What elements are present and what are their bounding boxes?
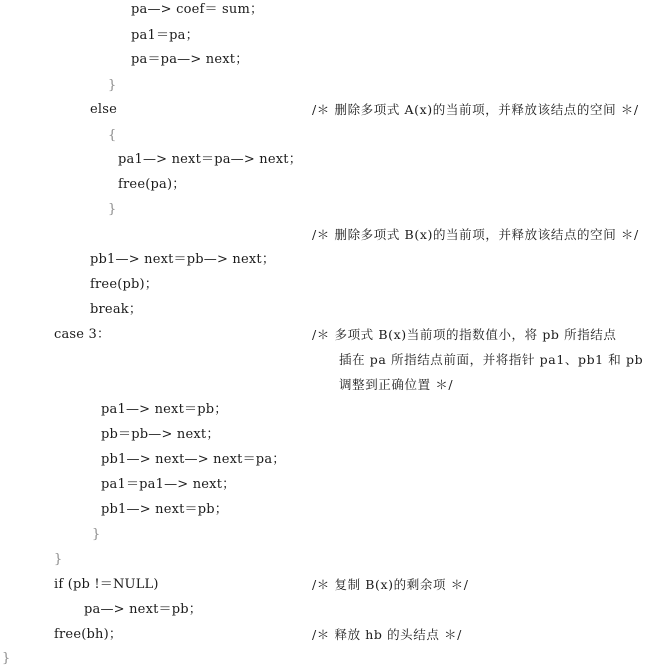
opening-brace: { [108,128,117,143]
closing-brace: } [92,527,101,542]
closing-brace: } [108,78,117,93]
code-line-else: else [90,102,118,117]
code-line-pb1-next-pb: pb1—> next＝pb； [101,502,229,517]
code-line-break: break； [90,302,143,317]
code-line-case3: case 3： [54,327,111,342]
code-line-pa1-advance: pa1＝pa1—> next； [101,477,236,492]
code-line-pa-next-pb: pa—> next＝pb； [84,602,202,617]
code-line-pa1-assign: pa1＝pa； [131,28,199,43]
code-line-pa-coef: pa—> coef＝ sum； [131,2,264,17]
closing-brace: } [2,651,11,666]
code-line-if: if (pb !＝NULL) [54,577,159,592]
code-line-pb-advance: pb＝pb—> next； [101,427,220,442]
code-line-free-pb: free(pb)； [90,277,158,292]
code-line-pa1-next-pb: pa1—> next＝pb； [101,402,228,417]
closing-brace: } [108,202,117,217]
code-line-pb1-next-next: pb1—> next—> next＝pa； [101,452,286,467]
closing-brace: } [54,552,63,567]
code-line-free-bh: free(bh)； [54,627,123,642]
comment-delete-a: /＊ 删除多项式 A(x)的当前项，并释放该结点的空间 ＊/ [312,102,639,117]
comment-case3-line3: 调整到正确位置 ＊/ [339,377,454,392]
comment-delete-b: /＊ 删除多项式 B(x)的当前项，并释放该结点的空间 ＊/ [312,227,639,242]
comment-copy-b: /＊ 复制 B(x)的剩余项 ＊/ [312,577,469,592]
code-line-pa1-next: pa1—> next＝pa—> next； [118,152,302,167]
code-line-pb1-next: pb1—> next＝pb—> next； [90,252,276,267]
comment-case3-line1: /＊ 多项式 B(x)当前项的指数值小，将 pb 所指结点 [312,327,617,342]
code-line-pa-advance: pa＝pa—> next； [131,52,249,67]
comment-free-hb: /＊ 释放 hb 的头结点 ＊/ [312,627,462,642]
comment-case3-line2: 插在 pa 所指结点前面，并将指针 pa1、pb1 和 pb [339,352,644,367]
code-line-free-pa: free(pa)； [118,177,186,192]
